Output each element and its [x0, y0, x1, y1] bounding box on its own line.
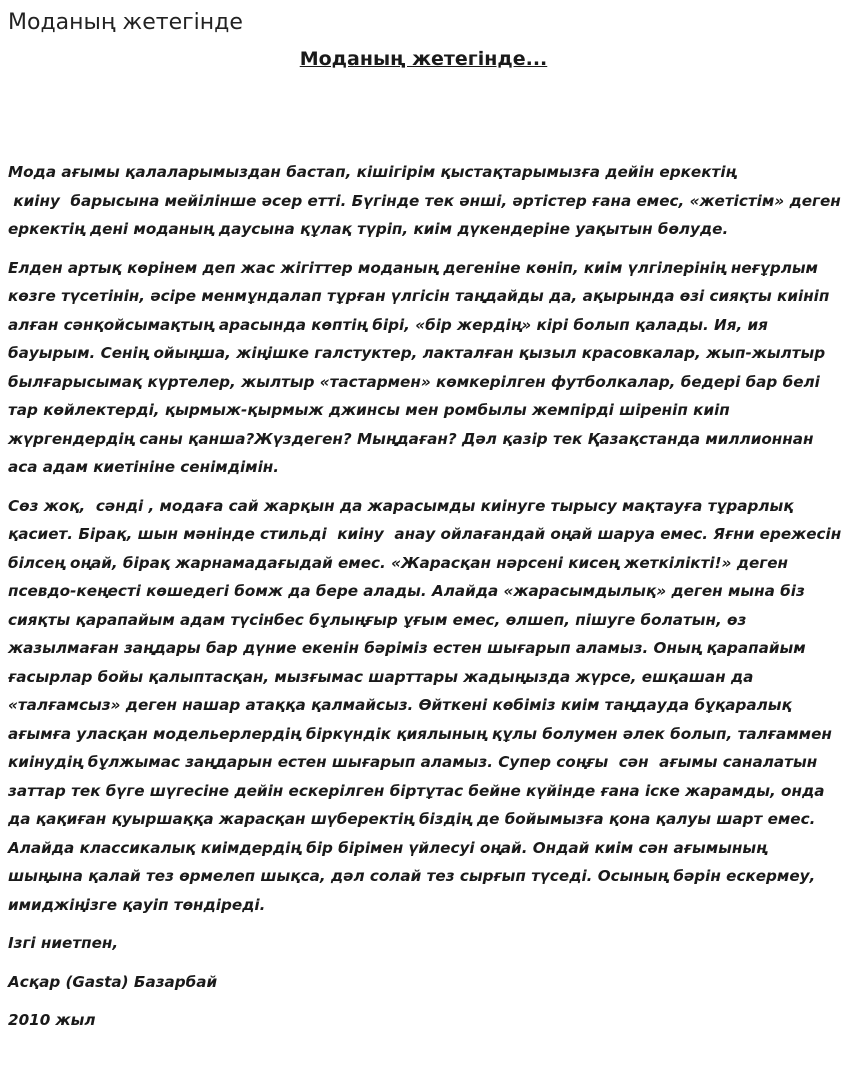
paragraph-style-rules: Сөз жоқ, сәнді , модаға сай жарқын да жарасымды киінуге тырысу мақтауға тұрарлық қасиет. Бірақ, шын мәнінде стильді киіну анау ойлағандай оңай шаруа емес. Яғни ережесін білсең оңай, бірақ жарнамадағыдай емес. «Жарасқан нәрсені кисең жеткілікті!» деген псевдо-кеңесті көшедегі бомж да бере алады. Алайда «жарасымдылық» деген мына біз сияқты қарапайым адам түсінбес бұлыңғыр ұғым емес, өлшеп, пішуге болатын, өз жазылмаған заңдары бар дүние екенін бәріміз естен шығарып аламыз. Оның қарапайым ғасырлар бойы қалыптасқан, мызғымас шарттары жадыңызда жүрсе, ешқашан да «талғамсыз» деген нашар атаққа қалмайсыз. Өйткені көбіміз киім таңдауда бұқаралық ағымға уласқан модельерлердің біркүндік қиялының құлы болумен әлек болып, талғаммен киінудің бұлжымас заңдарын естен шығарып аламыз. Супер соңғы сән ағымы саналатын заттар тек бүге шүгесіне дейін ескерілген біртұтас бейне күйінде ғана іске жарамды, онда да қақиған қуыршаққа жарасқан шүберектің біздің де бойымызға қона қалуы шарт емес. Алайда классикалық киімдердің бір бірімен үйлесуі оңай. Ондай киім сән ағымының шыңына қалай тез өрмелеп шықса, дәл солай тез сырғып түседі. Осының бәрін ескермеу, имиджіңізге қауіп төндіреді.: [8, 496, 847, 914]
paragraph-fashion-trends: Елден артық көрінем деп жас жігіттер моданың дегеніне көніп, киім үлгілерінің неғұрлым көзге түсетінін, әсіре менмұндалап тұрған үлгісін таңдайды да, ақырында өзі сияқты киініп алған сәнқойсымақтың арасында көптің бірі, «бір жердің» кірі болып қалады. Ия, ия бауырым. Сенің ойыңша, жіңішке галстуктер, лакталған қызыл красовкалар, жып-жылтыр былғарысымақ күртелер, жылтыр «тастармен» көмкерілген футболкалар, бедері бар белі тар көйлектерді, қырмыж-қырмыж джинсы мен ромбылы жемпірді шіреніп киіп жүргендердің саны қанша?Жүздеген? Мыңдаған? Дәл қазір тек Қазақстанда миллионнан аса адам киетініне сенімдімін.: [8, 258, 835, 476]
paragraph-intro: Мода ағымы қалаларымыздан бастап, кішігірім қыстақтарымызға дейін еркектің киіну барысына мейілінше әсер етті. Бүгінде тек әнші, әртістер ғана емес, «жетістім» деген еркектің дені моданың даусына құлақ түріп, киім дүкендеріне уақытын бөлуде.: [8, 163, 841, 238]
page-header: Моданың жетегінде: [8, 10, 243, 35]
article-body: [8, 158, 847, 1045]
closing-regards: Ізгі ниетпен,: [8, 934, 119, 952]
article-title: Моданың жетегінде...: [299, 48, 548, 70]
author-signature: Асқар (Gasta) Базарбай: [8, 972, 218, 991]
publication-year: 2010 жыл: [8, 1011, 96, 1029]
